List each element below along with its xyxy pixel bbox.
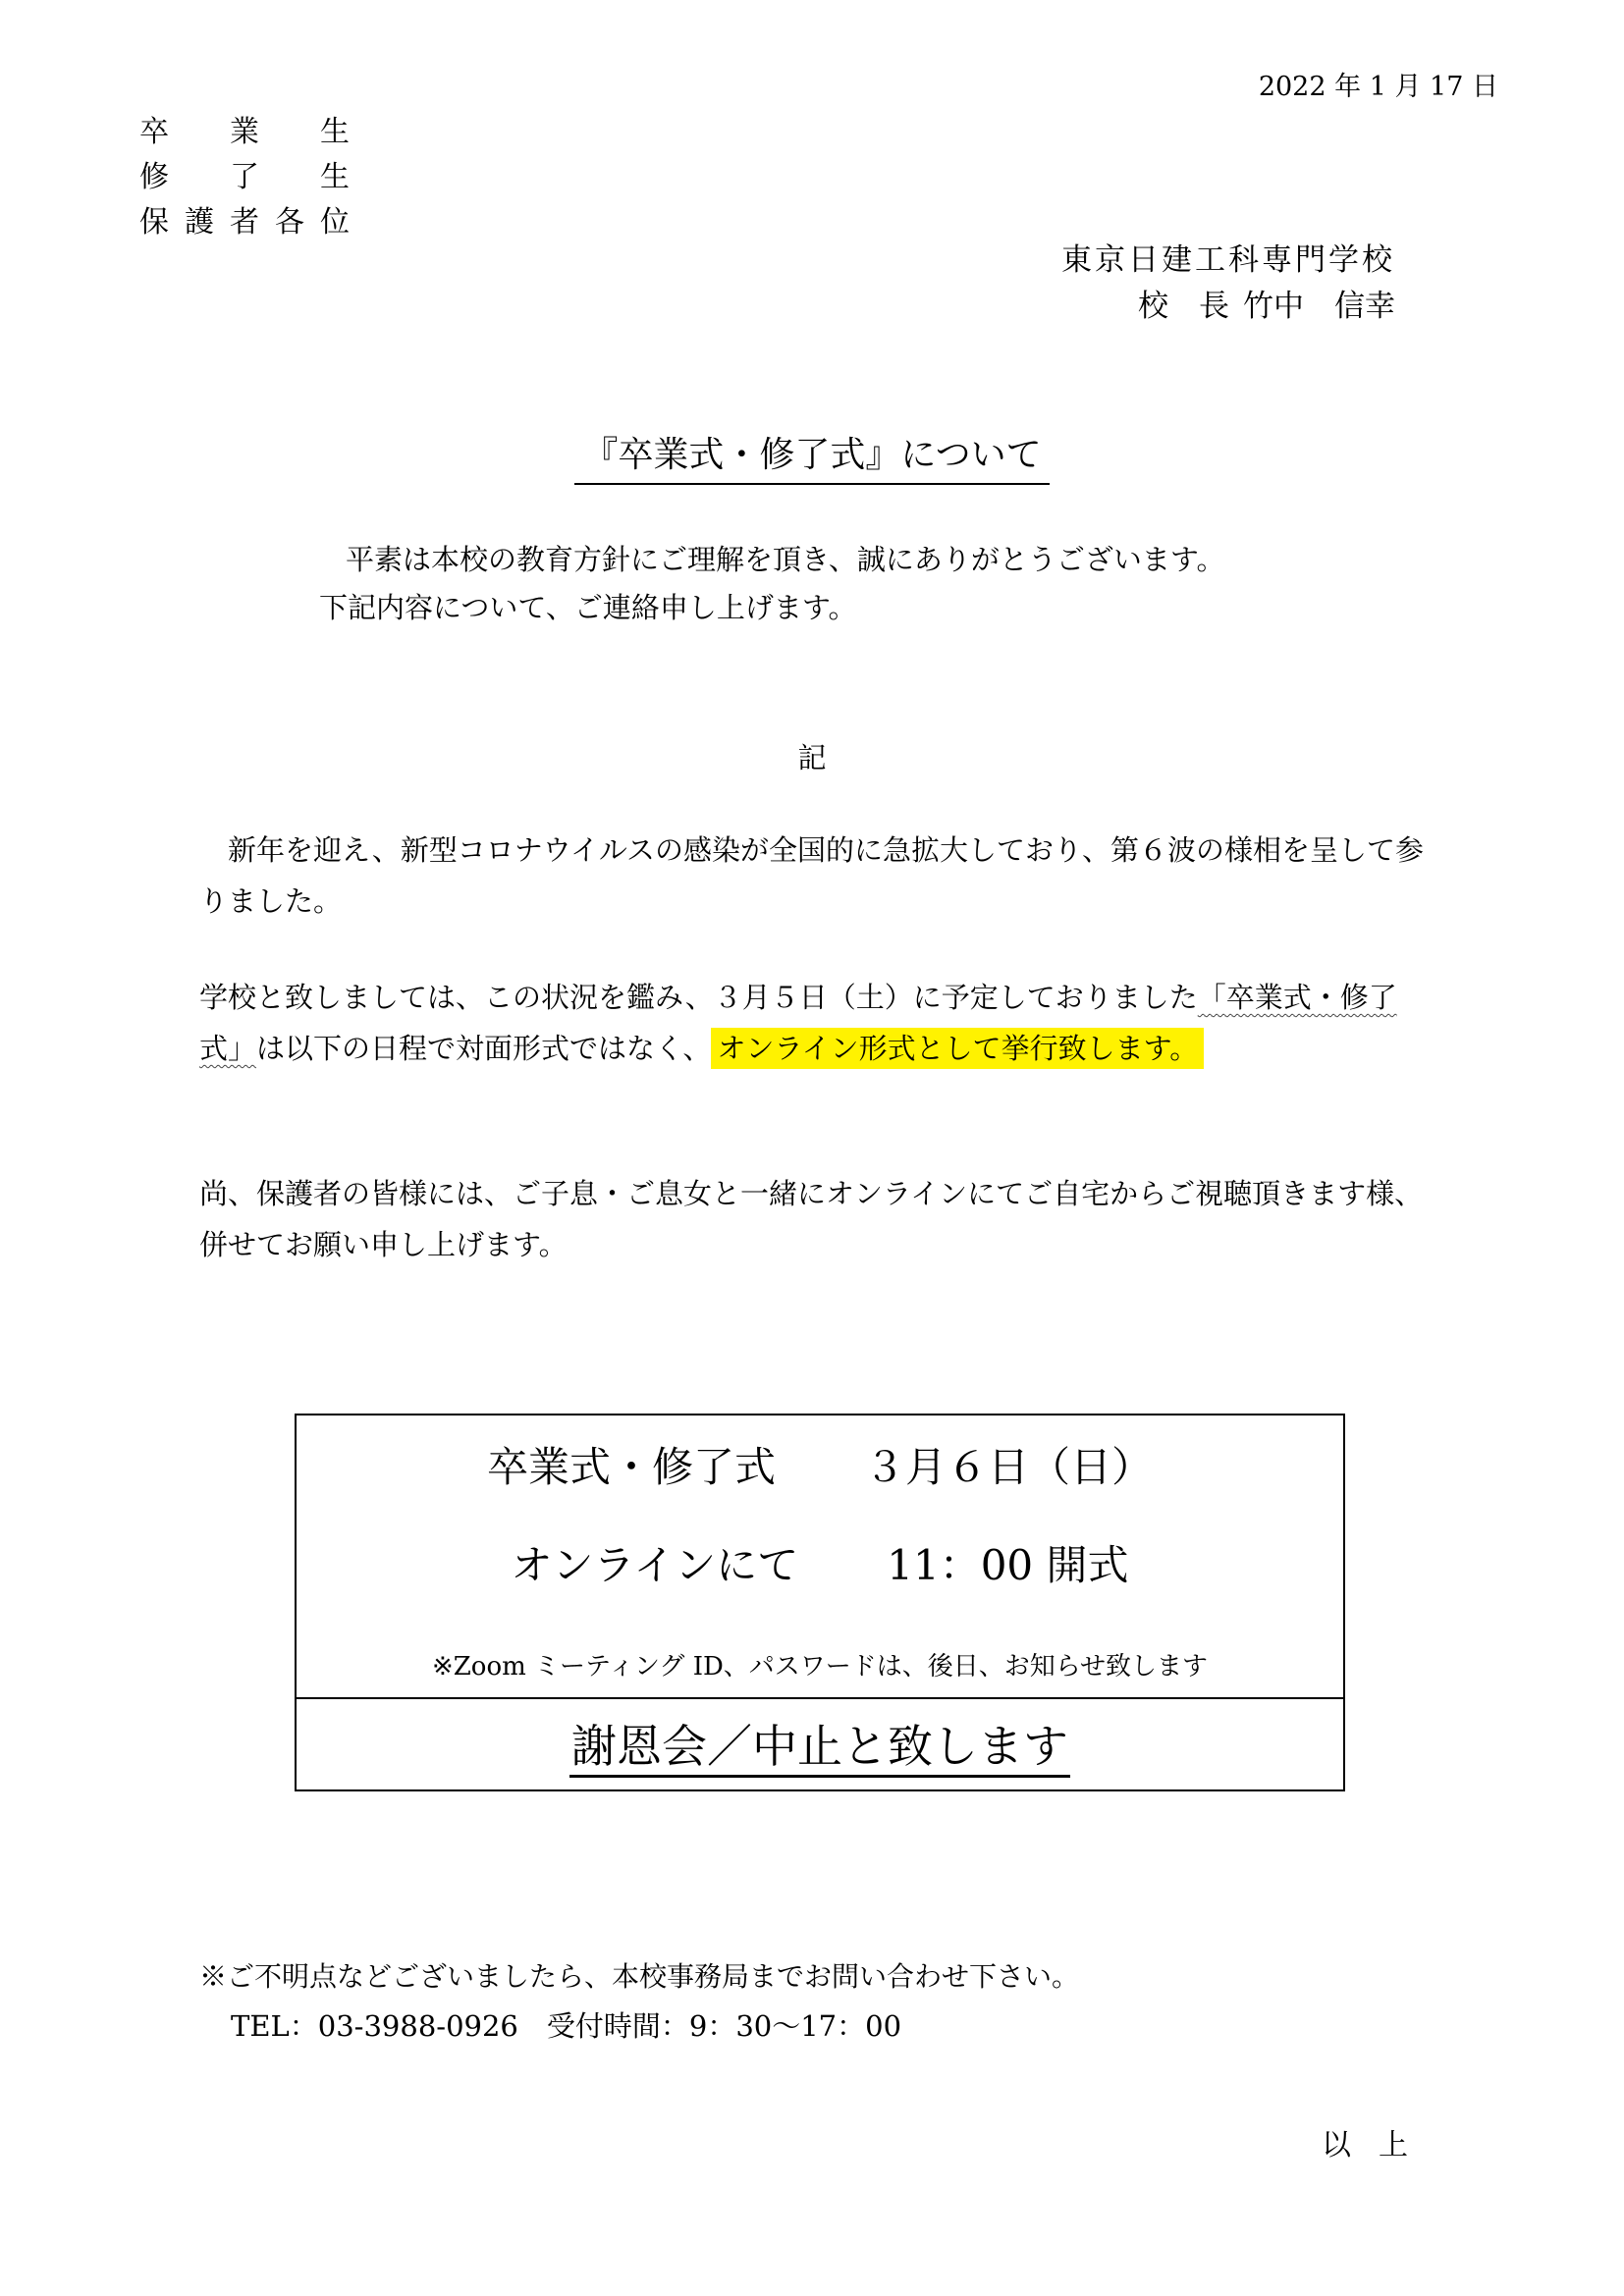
contact-note: ※ご不明点などございましたら、本校事務局までお問い合わせ下さい。 (199, 1960, 1080, 1993)
ceremony-date: ３月６日（日） (864, 1443, 1154, 1491)
addressee-char: 卒 (139, 115, 169, 149)
ceremony-event: 卒業式・修了式 (486, 1443, 776, 1491)
addressee-char: 修 (139, 160, 169, 194)
paragraph-situation: 新年を迎え、新型コロナウイルスの感染が全国的に急拡大しており、第６波の様相を呈して参りました。 (199, 833, 1425, 918)
ceremony-details (297, 1415, 1343, 1699)
addressee-char: 了 (230, 160, 259, 194)
paragraph-decision (199, 972, 1436, 1074)
addressee-guardians (139, 200, 350, 245)
party-cancel-section (297, 1697, 1343, 1791)
addressee-char: 生 (320, 115, 350, 149)
addressee-block (139, 110, 350, 245)
document-date: 2022 年 1 月 17 日 (1258, 72, 1498, 102)
addressee-char: 各 (275, 205, 304, 240)
addressee-graduates (139, 110, 350, 155)
addressee-char: 者 (230, 205, 259, 240)
addressee-char: 護 (185, 205, 214, 240)
principal-name: 竹中 信幸 (1243, 289, 1395, 324)
principal-line (1061, 284, 1395, 330)
zoom-note: ※Zoom ミーティング ID、パスワードは、後日、お知らせ致します (431, 1652, 1209, 1682)
ki-heading: 記 (797, 741, 827, 774)
addressee-char: 業 (230, 115, 259, 149)
title-text: 『卒業式・修了式』について (574, 427, 1049, 485)
online-format-highlight: オンライン形式として挙行致します。 (711, 1028, 1204, 1069)
paragraph-guardians: 尚、保護者の皆様には、ご子息・ご息女と一緒にオンラインにてご自宅からご視聴頂きます様、併せてお願い申し上げます。 (199, 1177, 1424, 1261)
decision-text-continued: は以下の日程で対面形式ではなく、 (256, 1032, 712, 1065)
closing-mark: 以上 (1322, 2128, 1435, 2163)
ceremony-name-underlined: 「卒業式・修了式」 (199, 981, 1397, 1065)
ceremony-date-line (297, 1435, 1343, 1494)
document-title (0, 427, 1624, 485)
addressee-char: 保 (139, 205, 169, 240)
addressee-char: 位 (320, 205, 350, 240)
principal-title: 校 長 (1138, 289, 1229, 324)
ceremony-mode: オンラインにて (511, 1541, 799, 1589)
greeting-line-1: 平素は本校の教育方針にご理解を頂き、誠にありがとうございます。 (346, 543, 1225, 576)
decision-text: 学校と致しましては、この状況を鑑み、３月５日（土）に予定しておりました (199, 981, 1198, 1014)
party-cancel-notice (297, 1711, 1343, 1776)
school-name: 東京日建工科専門学校 (1061, 242, 1395, 278)
addressee-completers (139, 155, 350, 200)
ceremony-time-line (297, 1533, 1343, 1592)
greeting-line-2: 下記内容について、ご連絡申し上げます。 (319, 591, 857, 624)
addressee-char: 生 (320, 160, 350, 194)
ceremony-info-box (295, 1414, 1345, 1791)
sender-block (1061, 238, 1395, 330)
party-cancel-text: 謝恩会／中止と致します (569, 1720, 1070, 1778)
ceremony-start-time: 11：00 開式 (887, 1541, 1129, 1589)
contact-tel: TEL：03-3988-0926 受付時間：9：30～17：00 (231, 2009, 902, 2043)
